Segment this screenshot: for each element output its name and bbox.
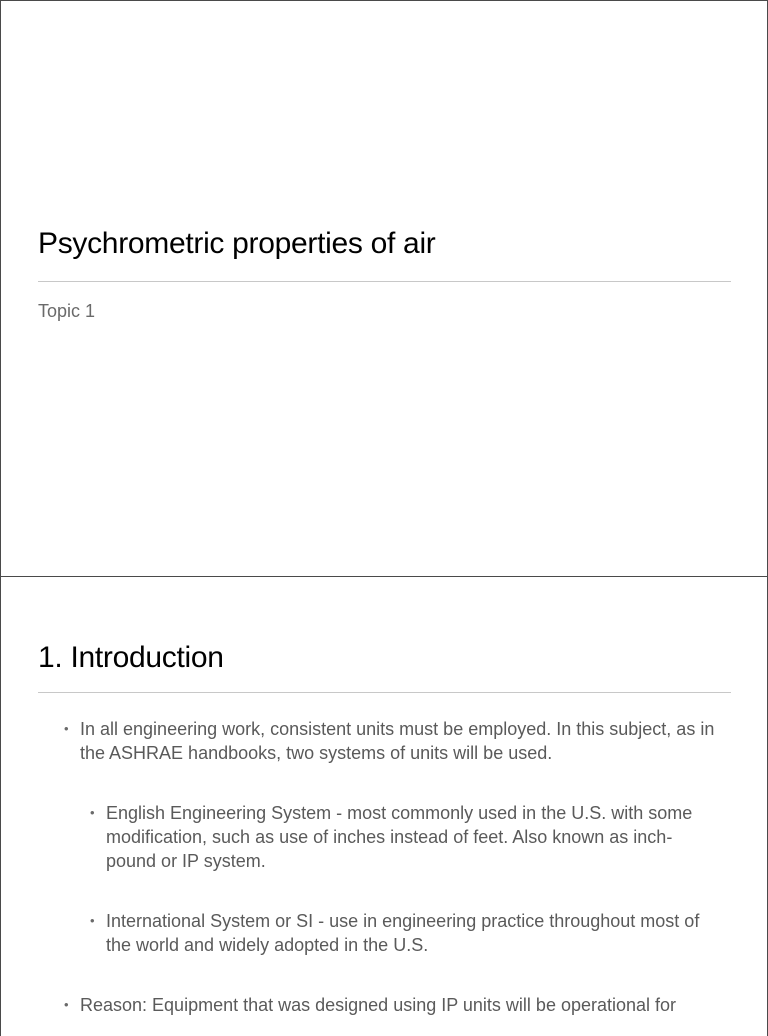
slide-subtitle: Topic 1 xyxy=(38,301,96,321)
slide-title: 1. Introduction xyxy=(38,641,224,674)
bullet-dot-icon: • xyxy=(64,997,69,1012)
sub-bullet-item xyxy=(90,909,716,957)
bullet-item xyxy=(64,717,735,765)
bullet-dot-icon: • xyxy=(90,913,95,928)
bullet-list xyxy=(1,717,768,1017)
sub-bullet-item xyxy=(90,801,716,873)
introduction-slide xyxy=(0,576,768,1036)
bullet-dot-icon: • xyxy=(64,721,69,736)
bullet-text: In all engineering work, consistent units must be employed. In this subject, as in the ASHRAE handbooks, two systems of units will be used. xyxy=(80,719,715,763)
title-divider xyxy=(38,281,731,282)
bullet-text: Reason: Equipment that was designed using IP units will be operational for xyxy=(80,995,677,1015)
bullet-dot-icon: • xyxy=(90,805,95,820)
title-divider xyxy=(38,692,731,693)
bullet-text: International System or SI - use in engineering practice throughout most of the world and widely adopted in the U.S. xyxy=(106,911,700,955)
bullet-text: English Engineering System - most commonly used in the U.S. with some modification, such as use of inches instead of feet. Also known as inch-pound or IP system. xyxy=(106,803,693,871)
slide-title: Psychrometric properties of air xyxy=(38,227,436,260)
bullet-item xyxy=(64,993,735,1017)
